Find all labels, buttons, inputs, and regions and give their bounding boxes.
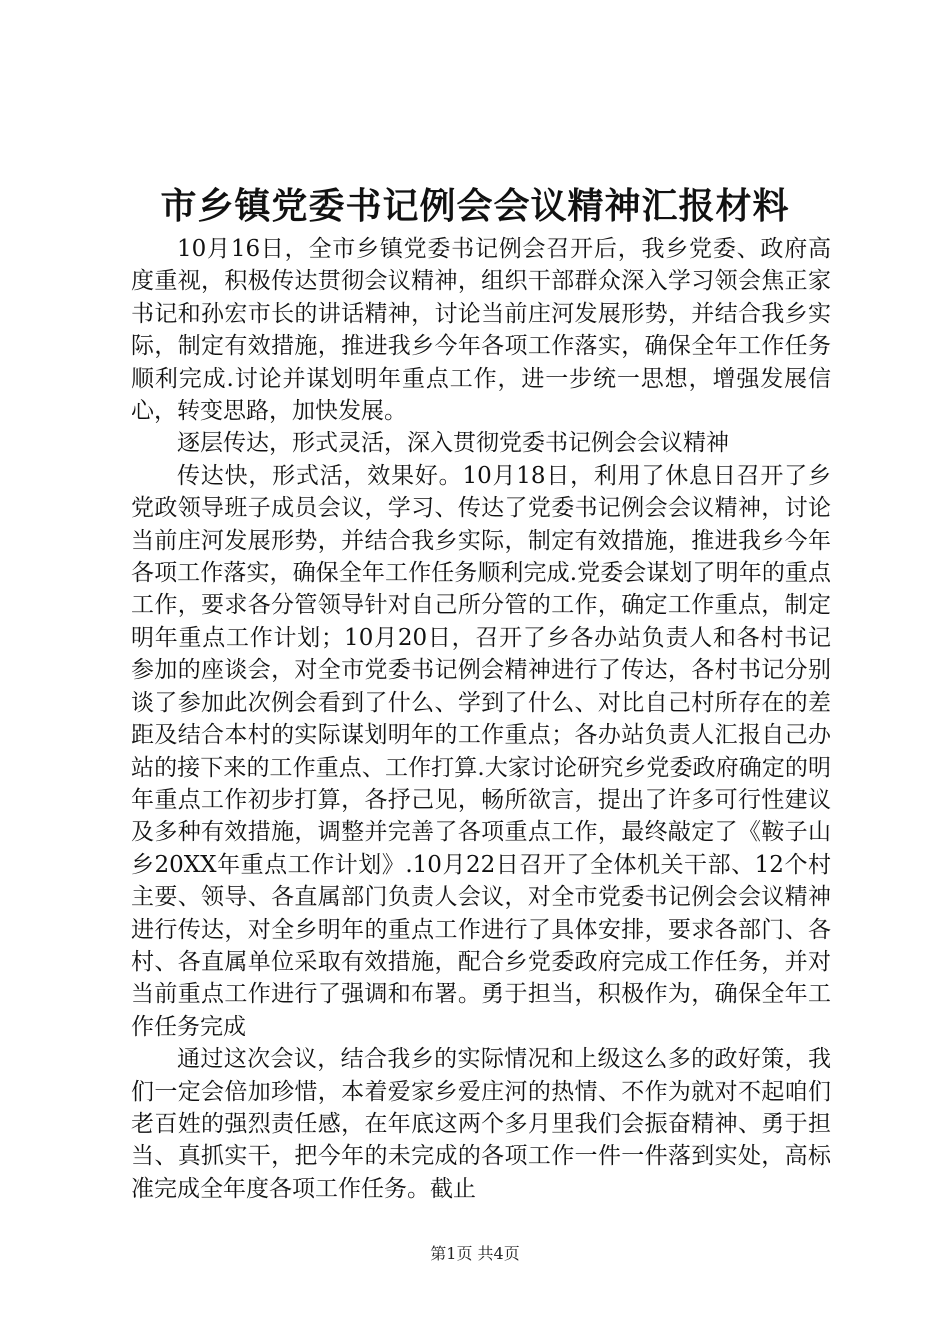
page-footer: 第1页 共4页 bbox=[430, 1244, 520, 1263]
paragraph-meetings: 传达快，形式活，效果好。10月18日，利用了休息日召开了乡党政领导班子成员会议，学习、传达了党委书记例会会议精神，讨论当前庄河发展形势，并结合我乡实际，制定有效措施，推进我乡今年各项工作落实，确保全年工作任务顺利完成.党委会谋划了明年的重点工作，要求各分管领导针对自己所分管的工作，确定工作重点，制定明年重点工作计划；10月20日，召开了乡各办站负责人和各村书记参加的座谈会，对全市党委书记例会精神进行了传达，各村书记分别谈了参加此次例会看到了什么、学到了什么、对比自己村所存在的差距及结合本村的实际谋划明年的工作重点；各办站负责人汇报自己办站的接下来的工作重点、工作打算.大家讨论研究乡党委政府确定的明年重点工作初步打算，各抒己见，畅所欲言，提出了许多可行性建议及多种有效措施，调整并完善了各项重点工作，最终敲定了《鞍子山乡20XX年重点工作计划》.10月22日召开了全体机关干部、12个村主要、领导、各直属部门负责人会议，对全市党委书记例会会议精神进行传达，对全乡明年的重点工作进行了具体安排，要求各部门、各村、各直属单位采取有效措施，配合乡党委政府完成工作任务，并对当前重点工作进行了强调和布署。勇于担当，积极作为，确保全年工作任务完成 bbox=[131, 462, 831, 1040]
paragraph-heading-transmission: 逐层传达，形式灵活，深入贯彻党委书记例会会议精神 bbox=[177, 430, 729, 457]
paragraph-intro: 10月16日，全市乡镇党委书记例会召开后，我乡党委、政府高度重视，积极传达贯彻会议精神，组织干部群众深入学习领会焦正家书记和孙宏市长的讲话精神，讨论当前庄河发展形势，并结合我乡实际，制定有效措施，推进我乡今年各项工作落实，确保全年工作任务顺利完成.讨论并谋划明年重点工作，进一步统一思想，增强发展信心，转变思路，加快发展。 bbox=[131, 236, 831, 425]
document-body bbox=[131, 233, 831, 1205]
paragraph-commitment: 通过这次会议，结合我乡的实际情况和上级这么多的政好策，我们一定会倍加珍惜，本着爱家乡爱庄河的热情、不作为就对不起咱们老百姓的强烈责任感，在年底这两个多月里我们会振奋精神、勇于担当、真抓实干，把今年的未完成的各项工作一件一件落到实处，高标准完成全年度各项工作任务。截止 bbox=[131, 1046, 831, 1202]
document-title: 市乡镇党委书记例会会议精神汇报材料 bbox=[160, 185, 790, 227]
